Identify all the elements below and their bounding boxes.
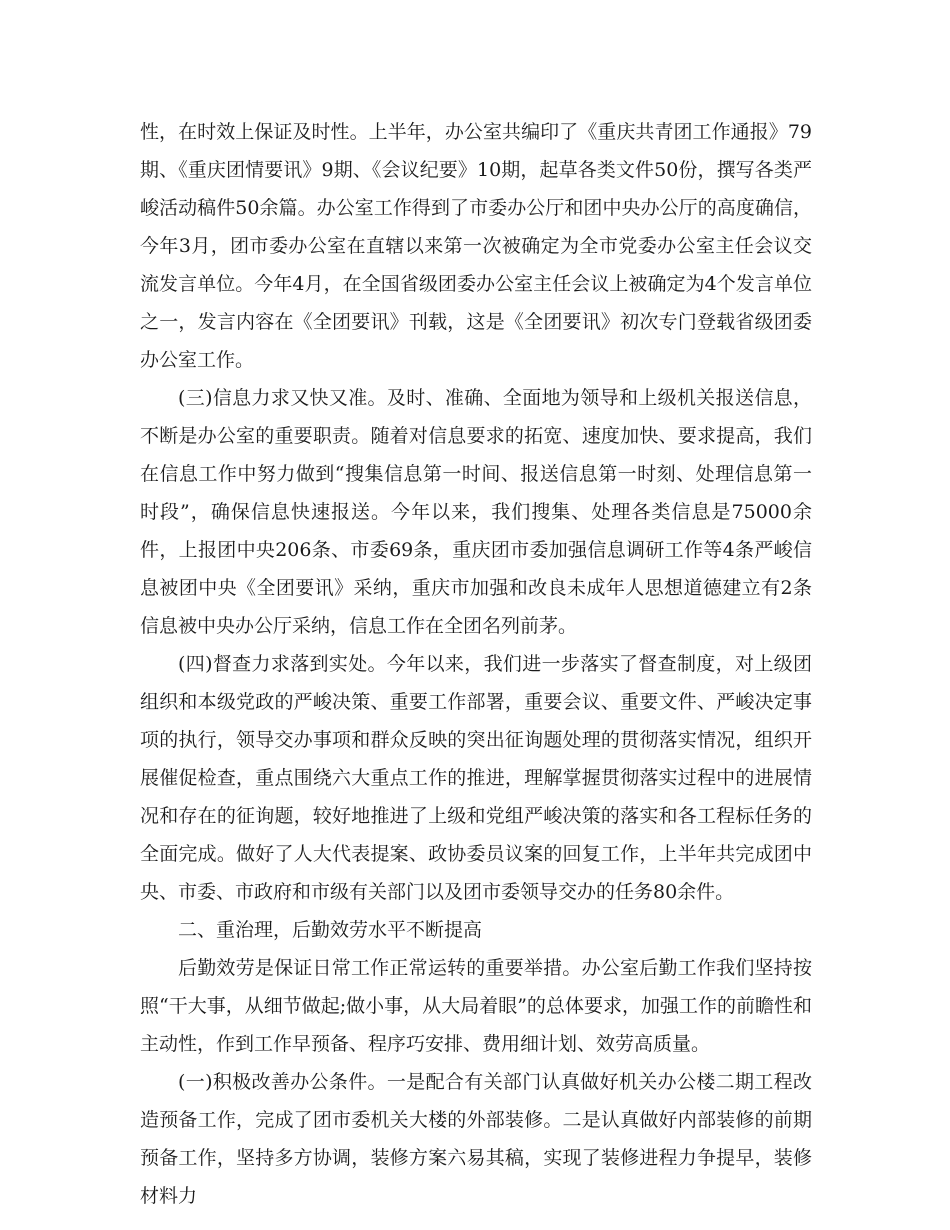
paragraph-5: (一)积极改善办公条件。一是配合有关部门认真做好机关办公楼二期工程改造预备工作，完成了团市委机关大楼的外部装修。二是认真做好内部装修的前期预备工作，坚持多方协调，装修方案六易其稿，实现了装修进程力争提早，装修材料力	[140, 1071, 812, 1207]
paragraph-2: (三)信息力求又快又准。及时、准确、全面地为领导和上级机关报送信息，不断是办公室的重要职责。随着对信息要求的拓宽、速度加快、要求提高，我们在信息工作中努力做到“搜集信息第一时间、报送信息第一时刻、处理信息第一时段”，确保信息快速报送。今年以来，我们搜集、处理各类信息是75000余件，上报团中央206条、市委69条，重庆团市委加强信息调研工作等4条严峻信息被团中央《全团要讯》采纳，重庆市加强和改良未成年人思想道德建立有2条信息被中央办公厅采纳，信息工作在全团名列前茅。	[140, 387, 812, 637]
section-heading: 二、重治理，后勤效劳水平不断提高	[178, 919, 483, 941]
paragraph-3: (四)督查力求落到实处。今年以来，我们进一步落实了督查制度，对上级团组织和本级党政的严峻决策、重要工作部署，重要会议、重要文件、严峻决定事项的执行，领导交办事项和群众反映的突出征询题处理的贯彻落实情况，组织开展催促检查，重点围绕六大重点工作的推进，理解掌握贯彻落实过程中的进展情况和存在的征询题，较好地推进了上级和党组严峻决策的落实和各工程标任务的全面完成。做好了人大代表提案、政协委员议案的回复工作，上半年共完成团中央、市委、市政府和市级有关部门以及团市委领导交办的任务80余件。	[140, 653, 812, 903]
document-body	[140, 113, 812, 1215]
paragraph-4: 后勤效劳是保证日常工作正常运转的重要举措。办公室后勤工作我们坚持按照“干大事，从细节做起;做小事，从大局着眼”的总体要求，加强工作的前瞻性和主动性，作到工作早预备、程序巧安排、费用细计划、效劳高质量。	[140, 957, 812, 1055]
paragraph-1: 性，在时效上保证及时性。上半年，办公室共编印了《重庆共青团工作通报》79期、《重庆团情要讯》9期、《会议纪要》10期，起草各类文件50份，撰写各类严峻活动稿件50余篇。办公室工作得到了市委办公厅和团中央办公厅的高度确信，今年3月，团市委办公室在直辖以来第一次被确定为全市党委办公室主任会议交流发言单位。今年4月，在全国省级团委办公室主任会议上被确定为4个发言单位之一，发言内容在《全团要讯》刊载，这是《全团要讯》初次专门登载省级团委办公室工作。	[140, 121, 812, 371]
